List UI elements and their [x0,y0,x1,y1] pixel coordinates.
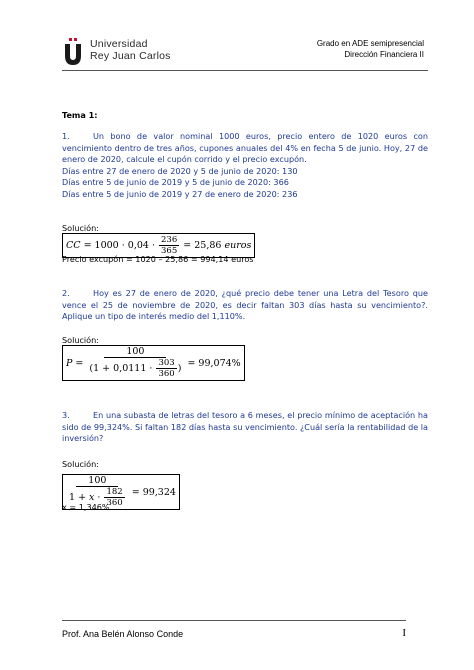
formula-3-den-frac-num: 182 [106,487,123,497]
formula-1-frac-den: 365 [161,246,178,256]
formula-1-part1: = 1000 · 0,04 · [80,240,158,251]
university-name-line2: Rey Juan Carlos [90,50,171,62]
header-divider [62,70,428,71]
formula-3-den-dot: · [94,491,104,503]
university-logo-icon [62,38,84,65]
question-1-days-2: Días entre 5 de junio de 2019 y 5 de junio de 2020: 366 [62,177,289,188]
section-title: Tema 1: [62,110,98,120]
formula-2-den-pre: (1 + 0,0111 · [89,362,156,374]
page-number: I [402,627,406,639]
formula-3-den-frac-den: 360 [106,498,123,508]
question-3-text: En una subasta de letras del tesoro a 6 meses, el precio mínimo de aceptación ha sido de 99,324%. Si faltan 182 días hasta su vencimiento. ¿Cuál sería la rentabilidad de la inversión? [62,410,428,444]
question-2 [62,288,428,323]
formula-3-num: 100 [76,476,118,487]
formula-2-den-fraction [156,358,176,379]
formula-1-fraction [159,235,179,256]
university-name [90,38,171,62]
formula-3-result: = 99,324 [128,486,176,498]
formula-2-den-post: ) [177,362,182,374]
question-1-days-1: Días entre 27 de enero de 2020 y 5 de junio de 2020: 130 [62,165,298,176]
formula-1-part2: = 25,86 [180,240,225,251]
formula-2-den-frac-num: 303 [158,358,175,368]
formula-2 [62,345,245,381]
formula-3-den-pre: 1 + [69,491,90,503]
formula-2-den [87,358,183,379]
formula-2-den-frac-den: 360 [158,369,175,379]
question-2-text: Hoy es 27 de enero de 2020, ¿qué precio debe tener una Letra del Tesoro que vence el 25 de noviembre de 2020, es decir faltan 303 días hasta su vencimiento?. Aplique un tipo de interés medio del 1,110%. [62,288,428,322]
university-name-line1: Universidad [90,38,148,50]
solution-1-label: Solución: [62,223,99,233]
question-3-number: 3. [62,410,70,420]
question-1-days-3: Días entre 5 de junio de 2019 y 27 de enero de 2020: 236 [62,188,298,199]
solution-1-result: Precio excupón = 1020 – 25,86 = 994,14 euros [62,254,254,264]
formula-2-lhs: P [66,357,73,369]
header-course-info [317,38,424,60]
degree-name: Grado en ADE semipresencial [316,39,424,48]
formula-3-den-var: x [89,491,95,503]
solution-2-label: Solución: [62,335,99,345]
course-name: Dirección Financiera II [344,50,424,59]
solution-3-label: Solución: [62,459,99,469]
formula-2-num: 100 [104,347,166,358]
solution-3-result: x = 1,346% [62,502,110,512]
formula-1-frac-num: 236 [161,235,178,245]
question-1-text: Un bono de valor nominal 1000 euros, precio entero de 1020 euros con vencimiento dentro de tres años, cupones anuales del 4% en fecha 5 de junio. Hoy, 27 de enero de 2020, calcule el cupón corrido y el precio excupón. [62,131,428,165]
question-3 [62,410,428,445]
question-1-number: 1. [62,131,70,141]
formula-1-unit: euros [224,240,252,251]
question-1 [62,131,428,201]
footer-author: Prof. Ana Belén Alonso Conde [62,629,184,639]
formula-2-eq: = [72,357,87,369]
question-2-number: 2. [62,288,70,298]
formula-1-lhs: CC [66,240,81,251]
formula-2-result: = 99,074% [184,357,241,369]
formula-2-fraction [87,347,183,379]
footer-divider [62,620,406,621]
